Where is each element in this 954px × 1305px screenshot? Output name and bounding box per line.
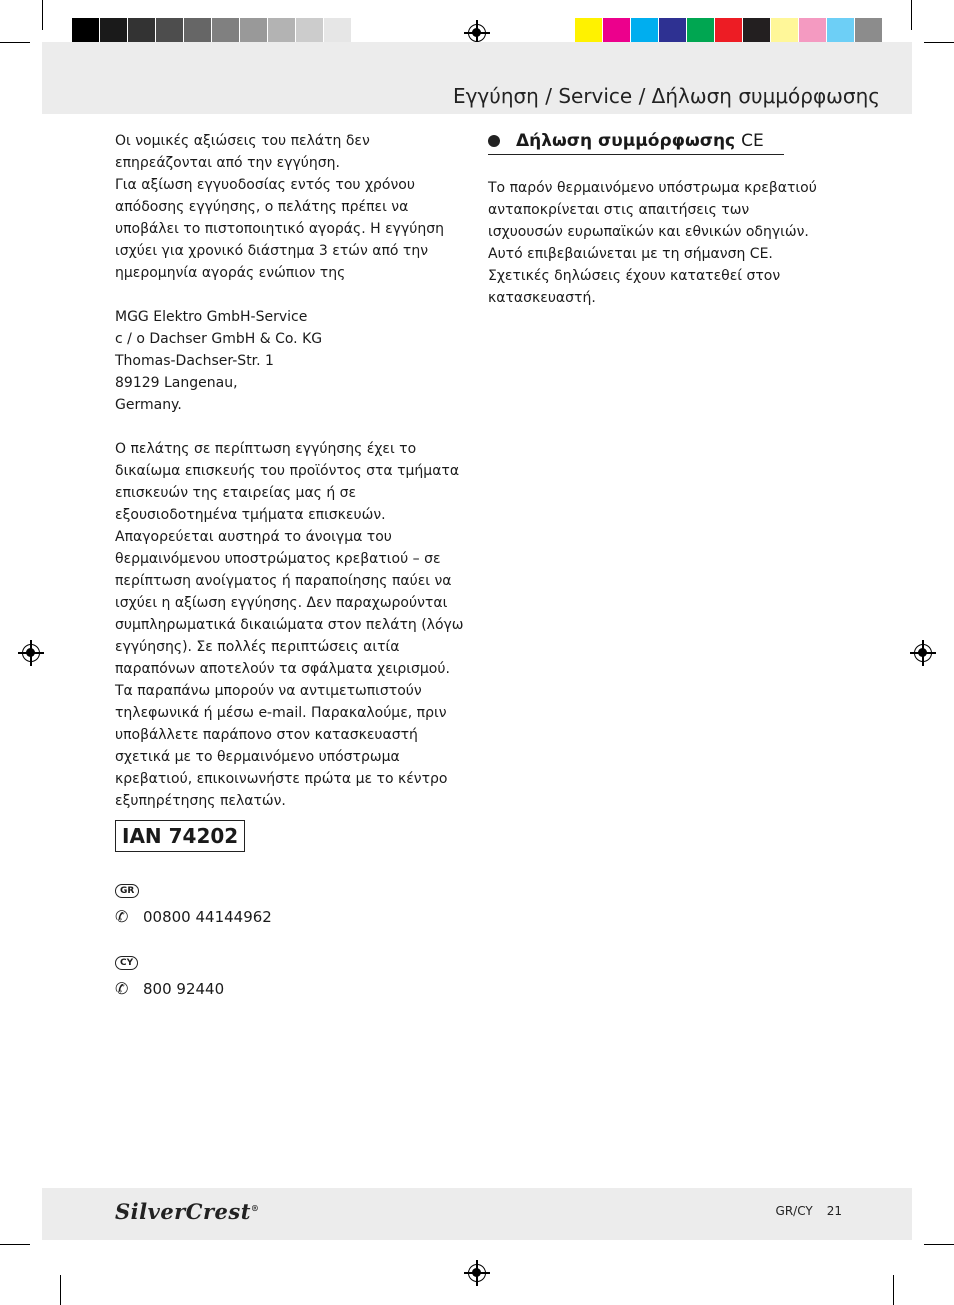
registration-mark-icon (22, 644, 40, 662)
ce-mark-icon: CE (741, 131, 764, 151)
bullet-icon (488, 135, 500, 147)
address-line: 89129 Langenau, (115, 375, 238, 391)
phone-number: 800 92440 (143, 980, 225, 998)
registration-mark-icon (468, 1264, 486, 1282)
country-badge: GR (115, 884, 139, 898)
crop-mark (924, 42, 954, 43)
service-address (115, 306, 470, 416)
crop-mark (893, 1275, 894, 1305)
locale-label: GR/CY (775, 1204, 813, 1218)
page-title: Εγγύηση / Service / Δήλωση συμμόρφωσης (452, 84, 880, 108)
page-number: 21 (826, 1204, 842, 1218)
crop-mark (60, 1275, 61, 1305)
brand-name: SilverCrest (115, 1199, 251, 1224)
contact-cy (115, 950, 470, 1000)
crop-mark (924, 1244, 954, 1245)
contact-gr (115, 878, 470, 928)
conformity-text: Το παρόν θερμαινόμενο υπόστρωμα κρεβατιού ανταποκρίνεται στις απαιτήσεις των ισχυουσών ευρωπαϊκών και εθνικών οδηγιών. (488, 180, 817, 240)
crop-mark (911, 0, 912, 30)
ian-number: IAN 74202 (115, 820, 245, 852)
legal-claims-paragraph: Οι νομικές αξιώσεις του πελάτη δεν επηρεάζονται από την εγγύηση. (115, 133, 370, 171)
page-footer (776, 1204, 842, 1218)
heading-text: Δήλωση συμμόρφωσης (516, 131, 736, 151)
section-heading (488, 130, 784, 155)
phone-number: 00800 44144962 (143, 908, 272, 926)
crop-mark (0, 1244, 30, 1245)
crop-mark (0, 42, 30, 43)
registration-mark-icon (914, 644, 932, 662)
address-line: Thomas-Dachser-Str. 1 (115, 353, 274, 369)
left-column (115, 130, 470, 1000)
address-line: Germany. (115, 397, 182, 413)
conformity-text: Αυτό επιβεβαιώνεται με τη σήμανση CE. (488, 246, 773, 262)
conformity-text: Σχετικές δηλώσεις έχουν κατατεθεί στον κατασκευαστή. (488, 268, 781, 306)
right-column (488, 130, 818, 309)
brand-logo (115, 1199, 259, 1224)
crop-mark (42, 0, 43, 30)
repair-rights-paragraph: Ο πελάτης σε περίπτωση εγγύησης έχει το δικαίωμα επισκευής του προϊόντος στα τμήματα επισκευών της εταιρείας μας ή σε εξουσιοδοτημένα τμήματα επισκευών. Απαγορεύεται αυστηρά το άνοιγμα του θερμαινόμενου υποστρώματος κρεβατιού – σε περίπτωση ανοίγματος ή παραποίησης παύει να ισχύει η αξίωση εγγύησης. Δεν παραχωρούνται συμπληρωματικά δικαιώματα στον πελάτη (λόγω εγγύησης). Σε πολλές περιπτώσεις αιτία παραπόνων αποτελούν τα σφάλματα χειρισμού. Τα παραπάνω μπορούν να αντιμετωπιστούν τηλεφωνικά ή μέσω e-mail. Παρακαλούμε, πριν υποβάλλετε παράπονο στον κατασκευαστή σχετικά με το θερμαινόμενο υπόστρωμα κρεβατιού, επικοινωνήστε πρώτα με το κέντρο εξυπηρέτησης πελατών. (115, 441, 464, 809)
address-line: c / o Dachser GmbH & Co. KG (115, 331, 323, 347)
registration-mark-icon (468, 24, 486, 42)
phone-icon: ✆ (115, 979, 129, 998)
phone-icon: ✆ (115, 907, 129, 926)
address-line: MGG Elektro GmbH-Service (115, 309, 308, 325)
warranty-claim-paragraph: Για αξίωση εγγυοδοσίας εντός του χρόνου απόδοσης εγγύησης, ο πελάτης πρέπει να υποβάλει το πιστοποιητικό αγοράς. Η εγγύηση ισχύει για χρονικό διάστημα 3 ετών από την ημερομηνία αγοράς ενώπιον της (115, 177, 444, 281)
country-badge: CY (115, 956, 138, 970)
registered-mark: ® (250, 1203, 260, 1213)
